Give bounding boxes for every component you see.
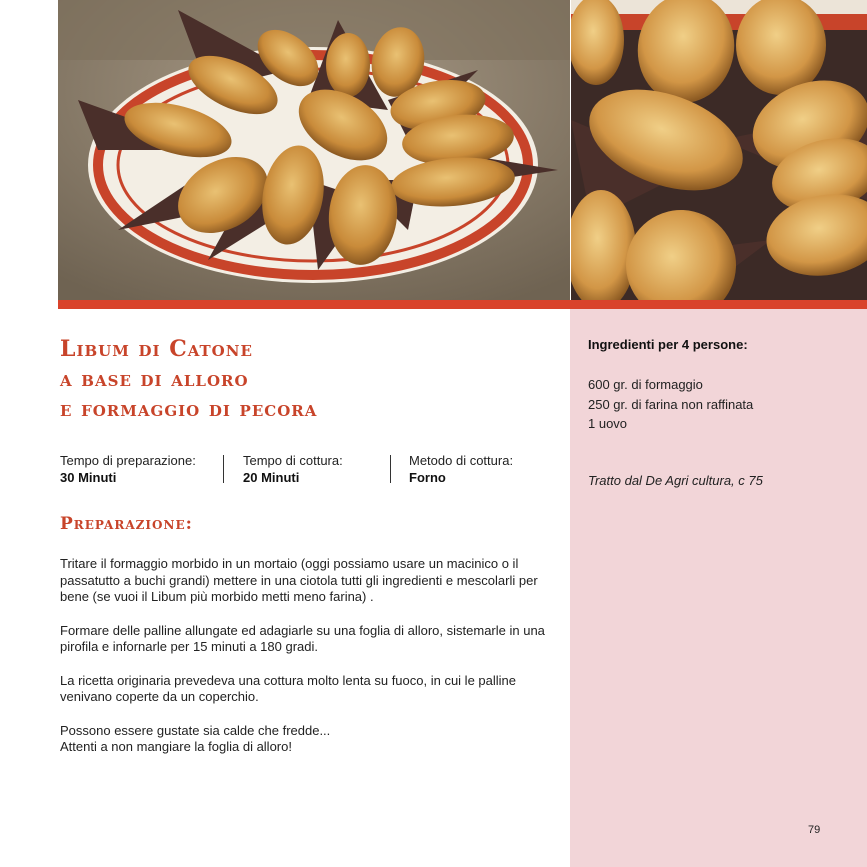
meta-divider (390, 455, 391, 483)
meta-divider (223, 455, 224, 483)
recipe-title (60, 334, 317, 424)
recipe-source: Tratto dal De Agri cultura, c 75 (588, 473, 763, 488)
ingredients-title: Ingredienti per 4 persone: (588, 337, 748, 352)
cook-time-label: Tempo di cottura: (243, 453, 343, 468)
cook-time (243, 452, 343, 486)
preparation-heading: Preparazione: (60, 514, 193, 534)
step-paragraph: Tritare il formaggio morbido in un mortaio (oggi possiamo usare un macinico o il passatutto a buchi grandi) mettere in una ciotola tutti gli ingredienti e mescolarli per bene (se vuoi il Libum più morbido metti meno farina) . (60, 556, 538, 604)
step-paragraph: Formare delle palline allungate ed adagiarle su una foglia di alloro, sistemarle in una pirofila e infornarle per 15 minuti a 180 gradi. (60, 622, 545, 654)
cook-method-value: Forno (409, 470, 446, 485)
cook-method (409, 452, 513, 486)
ingredients-list (588, 375, 753, 434)
header-divider-rule (58, 300, 867, 309)
ingredient-item: 600 gr. di formaggio (588, 377, 703, 392)
step-paragraph: Possono essere gustate sia calde che fredde... Attenti a non mangiare la foglia di alloro! (60, 722, 331, 754)
ingredient-item: 250 gr. di farina non raffinata (588, 396, 754, 412)
recipe-title-line-1: Libum di Catone (60, 336, 253, 362)
photo-libum-plate (58, 0, 570, 300)
recipe-title-line-3: e formaggio di pecora (60, 396, 318, 422)
preparation-steps (60, 556, 560, 773)
step-paragraph: La ricetta originaria prevedeva una cottura molto lenta su fuoco, in cui le palline venivano coperte da un coperchio. (60, 672, 516, 704)
recipe-title-line-2: a base di alloro (60, 366, 249, 392)
prep-time-label: Tempo di preparazione: (60, 453, 196, 468)
prep-time-value: 30 Minuti (60, 470, 117, 485)
page-number: 79 (808, 824, 821, 836)
ingredient-item: 1 uovo (588, 416, 628, 431)
cook-method-label: Metodo di cottura: (409, 453, 514, 468)
cook-time-value: 20 Minuti (243, 470, 300, 485)
photo-libum-closeup (571, 0, 867, 300)
prep-time (60, 452, 196, 486)
